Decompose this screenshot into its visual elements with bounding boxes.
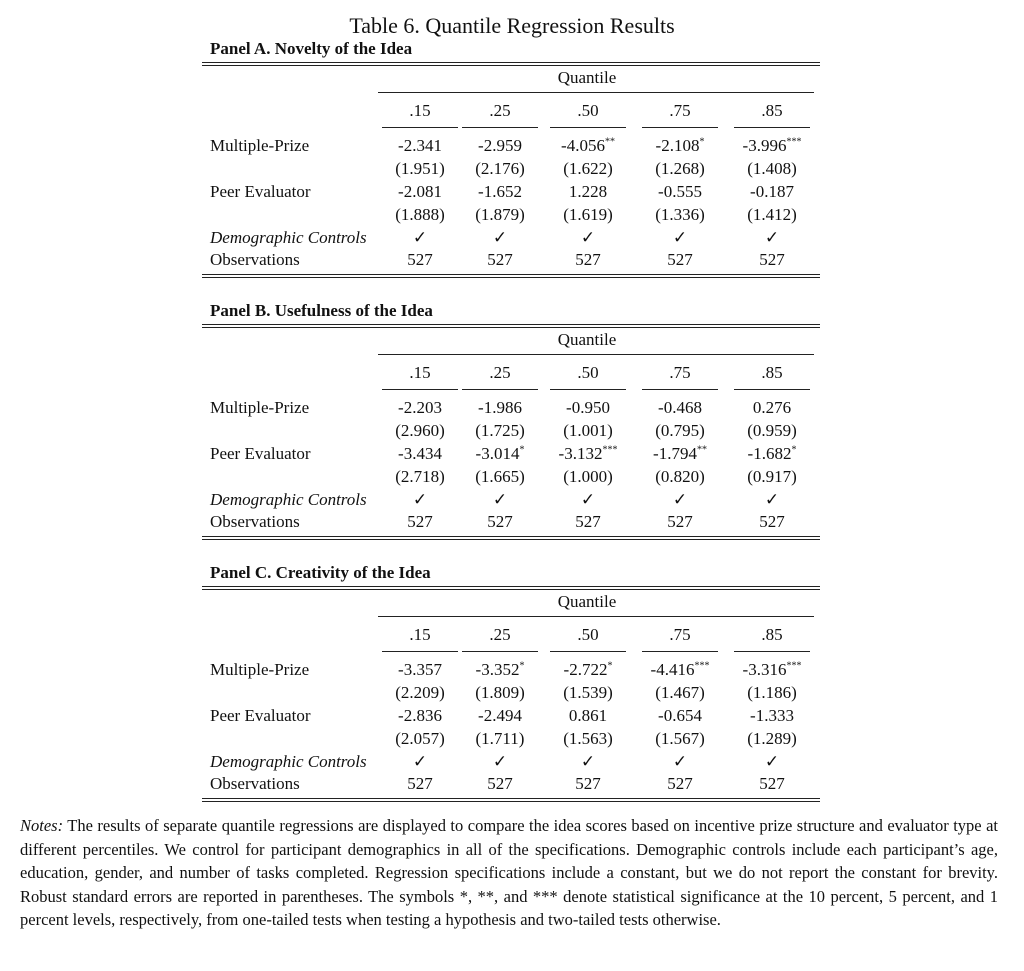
significance-stars: * [791,444,797,456]
quantile-col-header: .50 [577,363,599,382]
standard-error-cell: (1.408) [747,159,797,178]
coefficient-value: -3.132 [558,444,603,463]
panel-bottom-rule [202,274,820,278]
quantile-col-header: .15 [409,363,431,382]
quantile-rule [378,616,814,617]
coefficient-cell [455,659,545,681]
check-mark: ✓ [412,490,428,509]
panel-title: Panel A. Novelty of the Idea [210,39,413,58]
check-mark: ✓ [492,490,508,509]
quantile-col-header: .75 [669,625,691,644]
coefficient-value: -2.836 [398,706,442,725]
row-label-demographic-controls: Demographic Controls [210,228,367,247]
observations-cell: 527 [575,250,601,269]
coefficient-cell [635,443,725,465]
notes-text: The results of separate quantile regressions are displayed to compare the idea scores based on incentive prize structure and evaluator type at different percentiles. We control for participant demographics in all of the specifications. Demographic controls include each participant’s age, education, gender, and number of tasks completed. Regression specifications include a constant, but we do not report the constant for brevity. Robust standard errors are reported in parentheses. The symbols *, **, and *** denote statistical significance at the 10 percent, 5 percent, and 1 percent levels, respectively, from one-tailed tests when testing a hypothesis and two-tailed tests otherwise. [20,816,998,929]
column-underline [642,651,718,652]
quantile-col-header: .15 [409,101,431,120]
observations-cell: 527 [759,774,785,793]
coefficient-cell [635,705,725,727]
row-label-observations: Observations [210,774,300,793]
coefficient-value: -2.108 [655,136,700,155]
row-label-peer-evaluator: Peer Evaluator [210,182,311,201]
standard-error-cell: (1.665) [475,467,525,486]
coefficient-cell [543,181,633,203]
coefficient-value: -2.203 [398,398,442,417]
observations-cell: 527 [759,512,785,531]
coefficient-cell [375,135,465,157]
significance-stars: *** [602,444,618,456]
coefficient-cell [455,443,545,465]
standard-error-cell: (1.001) [563,421,613,440]
standard-error-cell: (1.563) [563,729,613,748]
standard-error-cell: (1.412) [747,205,797,224]
coefficient-cell [635,181,725,203]
check-mark: ✓ [672,752,688,771]
check-mark: ✓ [412,752,428,771]
quantile-col-header: .25 [489,625,511,644]
coefficient-value: -1.986 [478,398,522,417]
quantile-header: Quantile [557,330,617,349]
observations-cell: 527 [759,250,785,269]
standard-error-cell: (1.622) [563,159,613,178]
coefficient-cell [635,397,725,419]
coefficient-value: -4.416 [650,660,695,679]
row-label-multiple-prize: Multiple-Prize [210,660,310,679]
significance-stars: * [519,444,525,456]
coefficient-value: -1.333 [750,706,794,725]
significance-stars: ** [696,444,707,456]
significance-stars: *** [694,660,710,672]
panel-top-rule [202,586,820,590]
standard-error-cell: (1.809) [475,683,525,702]
observations-cell: 527 [575,774,601,793]
column-underline [462,651,538,652]
quantile-rule [378,92,814,93]
coefficient-value: -1.794 [653,444,697,463]
check-mark: ✓ [764,228,780,247]
coefficient-value: -3.357 [398,660,442,679]
standard-error-cell: (1.951) [395,159,445,178]
observations-cell: 527 [667,774,693,793]
standard-error-cell: (1.619) [563,205,613,224]
coefficient-value: -4.056 [561,136,605,155]
significance-stars: * [699,136,705,148]
quantile-col-header: .50 [577,101,599,120]
standard-error-cell: (0.795) [655,421,705,440]
notes-lead: Notes: [20,816,64,835]
coefficient-value: -3.014 [475,444,520,463]
row-label-demographic-controls: Demographic Controls [210,752,367,771]
column-underline [462,389,538,390]
standard-error-cell: (1.725) [475,421,525,440]
coefficient-cell [543,659,633,681]
standard-error-cell: (0.917) [747,467,797,486]
coefficient-cell [375,397,465,419]
standard-error-cell: (2.057) [395,729,445,748]
significance-stars: * [519,660,525,672]
standard-error-cell: (0.820) [655,467,705,486]
coefficient-value: -1.652 [478,182,522,201]
coefficient-cell [543,443,633,465]
quantile-col-header: .75 [669,363,691,382]
coefficient-value: -3.352 [475,660,520,679]
column-underline [382,651,458,652]
coefficient-value: -3.316 [742,660,787,679]
quantile-rule [378,354,814,355]
coefficient-cell [375,659,465,681]
coefficient-value: -1.682 [747,444,792,463]
row-label-peer-evaluator: Peer Evaluator [210,444,311,463]
coefficient-cell [375,705,465,727]
check-mark: ✓ [672,490,688,509]
column-underline [550,651,626,652]
standard-error-cell: (2.176) [475,159,525,178]
standard-error-cell: (1.539) [563,683,613,702]
coefficient-cell [727,659,817,681]
panel-a [202,38,820,288]
coefficient-value: -0.654 [658,706,702,725]
row-label-demographic-controls: Demographic Controls [210,490,367,509]
column-underline [550,389,626,390]
coefficient-value: -2.081 [398,182,442,201]
coefficient-cell [727,705,817,727]
coefficient-value: 1.228 [568,182,608,201]
coefficient-cell [543,705,633,727]
column-underline [734,651,810,652]
coefficient-cell [727,443,817,465]
panel-b [202,300,820,550]
column-underline [734,389,810,390]
quantile-col-header: .85 [761,101,783,120]
quantile-header: Quantile [557,68,617,87]
standard-error-cell: (1.268) [655,159,705,178]
row-label-observations: Observations [210,250,300,269]
row-label-multiple-prize: Multiple-Prize [210,398,310,417]
coefficient-value: -0.468 [658,398,702,417]
coefficient-cell [543,135,633,157]
standard-error-cell: (0.959) [747,421,797,440]
observations-cell: 527 [487,512,513,531]
coefficient-cell [455,181,545,203]
standard-error-cell: (1.711) [475,729,525,748]
observations-cell: 527 [487,250,513,269]
panel-bottom-rule [202,536,820,540]
coefficient-value: -0.187 [750,182,794,201]
coefficient-value: 0.276 [752,398,792,417]
standard-error-cell: (1.567) [655,729,705,748]
standard-error-cell: (1.879) [475,205,525,224]
column-underline [382,389,458,390]
check-mark: ✓ [580,752,596,771]
panel-c [202,562,820,812]
coefficient-cell [455,705,545,727]
panel-top-rule [202,62,820,66]
quantile-col-header: .85 [761,625,783,644]
row-label-peer-evaluator: Peer Evaluator [210,706,311,725]
standard-error-cell: (1.467) [655,683,705,702]
row-label-observations: Observations [210,512,300,531]
standard-error-cell: (2.718) [395,467,445,486]
coefficient-value: -3.996 [742,136,787,155]
column-underline [550,127,626,128]
quantile-header: Quantile [557,592,617,611]
panel-bottom-rule [202,798,820,802]
standard-error-cell: (2.960) [395,421,445,440]
coefficient-cell [727,135,817,157]
coefficient-cell [375,443,465,465]
column-underline [382,127,458,128]
observations-cell: 527 [667,250,693,269]
standard-error-cell: (1.289) [747,729,797,748]
coefficient-cell [635,659,725,681]
table-notes [20,814,998,932]
significance-stars: *** [786,660,802,672]
column-underline [642,127,718,128]
coefficient-value: -2.722 [563,660,608,679]
standard-error-cell: (2.209) [395,683,445,702]
coefficient-value: -2.959 [478,136,522,155]
coefficient-cell [727,181,817,203]
quantile-col-header: .85 [761,363,783,382]
column-underline [642,389,718,390]
coefficient-value: -0.555 [658,182,702,201]
check-mark: ✓ [492,752,508,771]
observations-cell: 527 [667,512,693,531]
observations-cell: 527 [407,774,433,793]
standard-error-cell: (1.888) [395,205,445,224]
quantile-col-header: .75 [669,101,691,120]
observations-cell: 527 [487,774,513,793]
coefficient-cell [455,135,545,157]
column-underline [734,127,810,128]
check-mark: ✓ [580,490,596,509]
coefficient-value: 0.861 [568,706,608,725]
coefficient-value: -2.494 [478,706,522,725]
column-underline [462,127,538,128]
table-title: Table 6. Quantile Regression Results [349,13,675,38]
coefficient-value: -3.434 [398,444,442,463]
check-mark: ✓ [412,228,428,247]
coefficient-cell [635,135,725,157]
observations-cell: 527 [407,512,433,531]
coefficient-cell [543,397,633,419]
coefficient-cell [727,397,817,419]
coefficient-cell [455,397,545,419]
check-mark: ✓ [764,752,780,771]
coefficient-value: -0.950 [566,398,610,417]
observations-cell: 527 [575,512,601,531]
panel-title: Panel B. Usefulness of the Idea [210,301,433,320]
coefficient-cell [375,181,465,203]
significance-stars: * [607,660,613,672]
coefficient-value: -2.341 [398,136,442,155]
quantile-col-header: .50 [577,625,599,644]
quantile-col-header: .25 [489,363,511,382]
observations-cell: 527 [407,250,433,269]
standard-error-cell: (1.186) [747,683,797,702]
quantile-col-header: .15 [409,625,431,644]
significance-stars: ** [604,136,615,148]
check-mark: ✓ [492,228,508,247]
check-mark: ✓ [764,490,780,509]
panel-title: Panel C. Creativity of the Idea [210,563,431,582]
standard-error-cell: (1.000) [563,467,613,486]
row-label-multiple-prize: Multiple-Prize [210,136,310,155]
standard-error-cell: (1.336) [655,205,705,224]
panel-top-rule [202,324,820,328]
check-mark: ✓ [672,228,688,247]
significance-stars: *** [786,136,802,148]
quantile-col-header: .25 [489,101,511,120]
check-mark: ✓ [580,228,596,247]
